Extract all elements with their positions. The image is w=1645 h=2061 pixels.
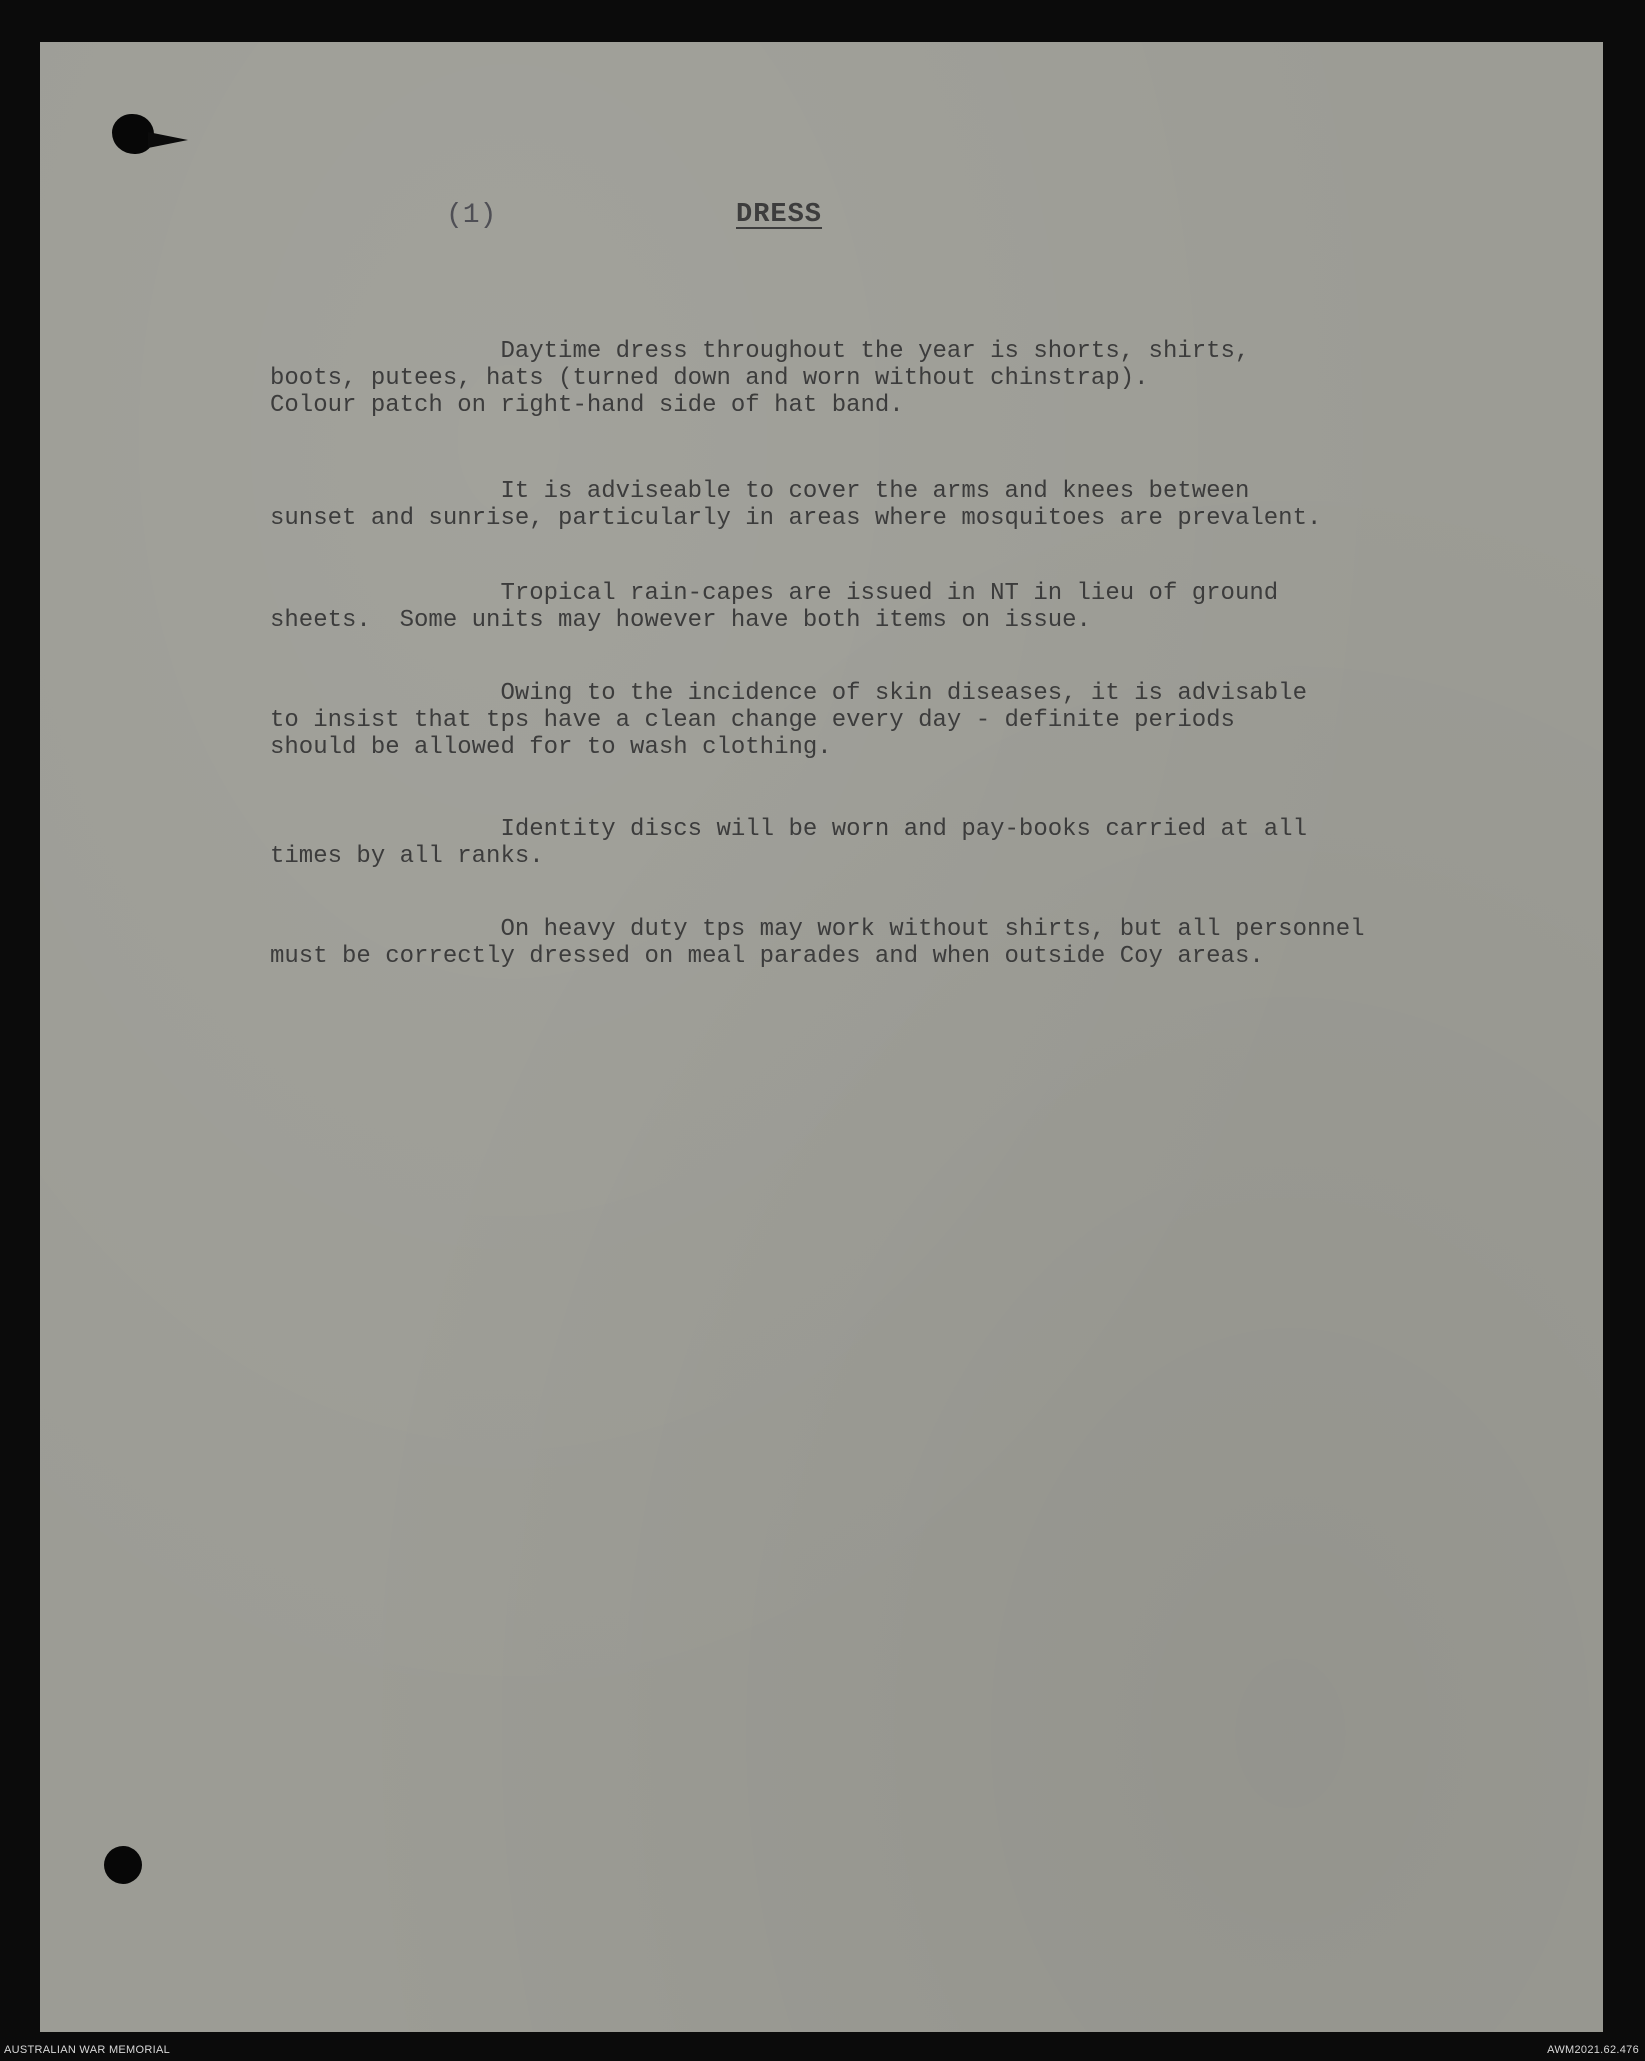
punch-hole-bottom [104, 1846, 142, 1884]
paragraph-identity-discs: Identity discs will be worn and pay-books carried at all times by all ranks. [270, 816, 1307, 870]
document-page [40, 42, 1603, 2032]
section-number: (1) [446, 200, 497, 231]
paragraph-cover-arms: It is adviseable to cover the arms and knees between sunset and sunrise, particularly in areas where mosquitoes are prevalent. [270, 478, 1322, 532]
footer-reference: AWM2021.62.476 [1547, 2044, 1639, 2056]
footer-institution: AUSTRALIAN WAR MEMORIAL [4, 2044, 171, 2056]
document-heading [40, 200, 1603, 240]
paper-tear [148, 132, 188, 148]
paragraph-rain-capes: Tropical rain-capes are issued in NT in lieu of ground sheets. Some units may however have both items on issue. [270, 580, 1279, 634]
paragraph-daytime-dress: Daytime dress throughout the year is shorts, shirts, boots, putees, hats (turned down and worn without chinstrap). Colour patch on right-hand side of hat band. [270, 338, 1250, 419]
paragraph-heavy-duty: On heavy duty tps may work without shirts, but all personnel must be correctly dressed on meal parades and when outside Coy areas. [270, 916, 1365, 970]
paragraph-skin-diseases: Owing to the incidence of skin diseases, it is advisable to insist that tps have a clean change every day - definite periods should be allowed for to wash clothing. [270, 680, 1307, 761]
section-title: DRESS [736, 200, 823, 230]
